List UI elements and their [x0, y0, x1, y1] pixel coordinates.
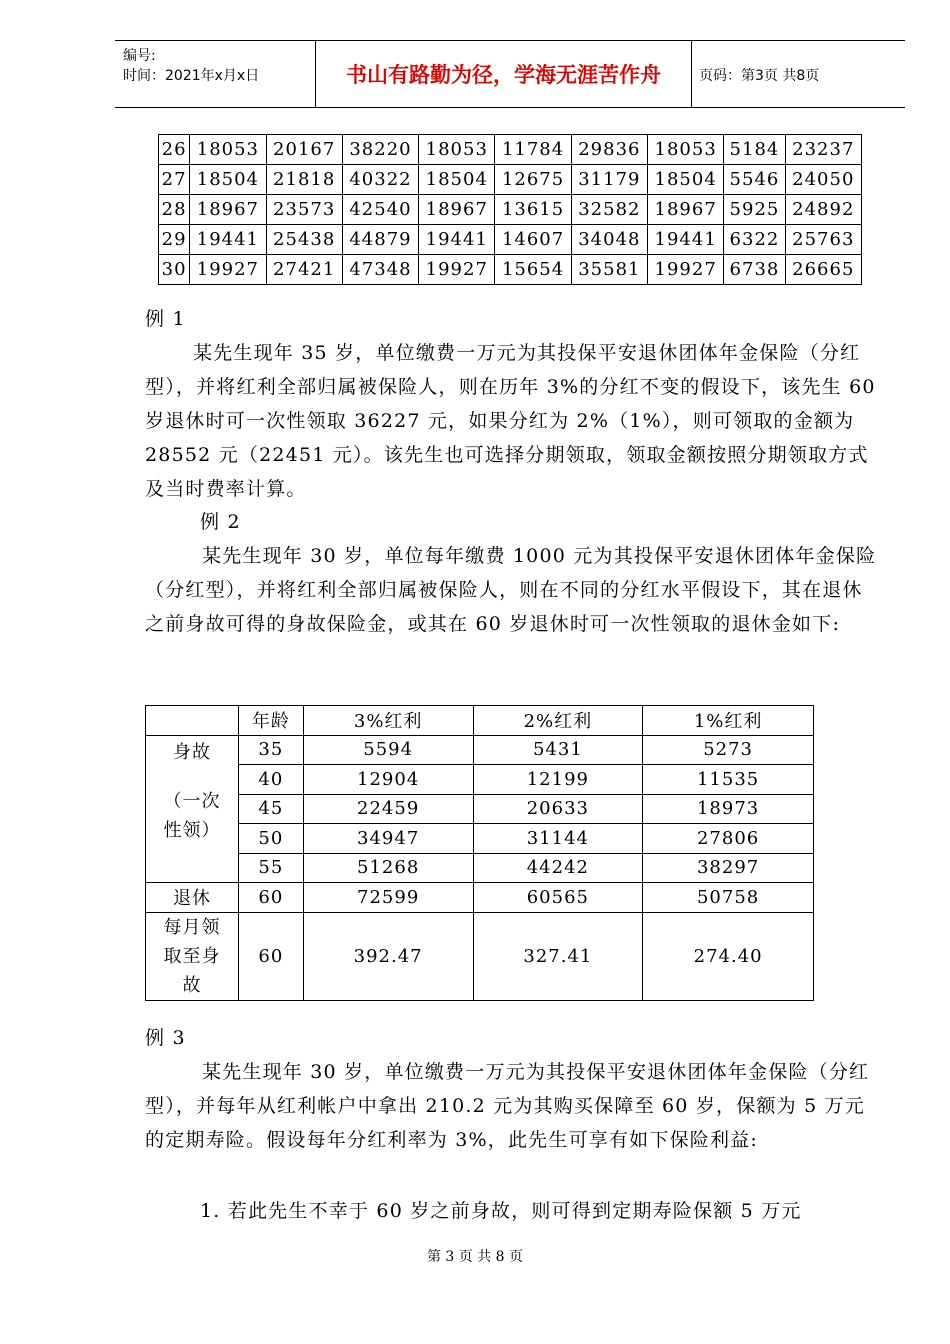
header-cell: 1%红利: [643, 706, 814, 736]
cell: 5273: [643, 735, 814, 765]
header-page-info: 页码：第3页 共8页: [699, 68, 820, 84]
death-label-cell: [146, 735, 239, 883]
cell: 11784: [495, 135, 571, 165]
page-footer: 第 3 页 共 8 页: [426, 1249, 524, 1265]
cell: 19441: [648, 225, 724, 255]
cell: 5546: [724, 165, 785, 195]
time-label: 时间：2021年x月x日: [123, 68, 260, 84]
cell: 31144: [473, 824, 643, 854]
table-row: [146, 735, 814, 765]
table-row: [146, 853, 814, 883]
cell: 26: [159, 135, 190, 165]
cell: 21818: [266, 165, 342, 195]
cell: 27: [159, 165, 190, 195]
cell: 50758: [643, 883, 814, 913]
cell: 5184: [724, 135, 785, 165]
table-row: [159, 255, 862, 285]
cell: 25763: [785, 225, 861, 255]
cell: 14607: [495, 225, 571, 255]
page-header: [115, 40, 905, 108]
cell: 29: [159, 225, 190, 255]
table-row: [159, 195, 862, 225]
cell: 40322: [342, 165, 418, 195]
table-row: [146, 912, 814, 1000]
cell: 22459: [303, 794, 473, 824]
cell: 5925: [724, 195, 785, 225]
table-row: [159, 135, 862, 165]
cell: 47348: [342, 255, 418, 285]
cell: 18053: [190, 135, 266, 165]
cell: 60: [238, 883, 303, 913]
example-3-text: 某先生现年 30 岁，单位缴费一万元为其投保平安退休团体年金保险（分红型），并每年从红利帐户中拿出 210.2 元为其购买保障至 60 岁，保额为 5 万元的定期寿险。假设每年分红利率为 3%，此先生可享有如下保险利益:: [145, 1061, 870, 1151]
cell: 13615: [495, 195, 571, 225]
cell: 44242: [473, 853, 643, 883]
cell: 72599: [303, 883, 473, 913]
cell: 27421: [266, 255, 342, 285]
table-header-row: [146, 706, 814, 736]
cell: 18967: [190, 195, 266, 225]
cell: 25438: [266, 225, 342, 255]
cell: 44879: [342, 225, 418, 255]
cell: 24892: [785, 195, 861, 225]
cell: 18504: [190, 165, 266, 195]
header-motto: 书山有路勤为径，学海无涯苦作舟: [315, 41, 692, 107]
table-row: [146, 883, 814, 913]
example-3-title: 例 3: [145, 1027, 186, 1049]
cell: 6322: [724, 225, 785, 255]
cell: 35581: [571, 255, 647, 285]
cell: 40: [238, 765, 303, 795]
cell: 60: [238, 912, 303, 1000]
cell: 23237: [785, 135, 861, 165]
death-sub-label: （一次性领）: [163, 790, 221, 841]
header-cell: 年龄: [238, 706, 303, 736]
cell: 20167: [266, 135, 342, 165]
number-label: 编号:: [123, 48, 156, 64]
cell: 35: [238, 735, 303, 765]
cell: 18053: [648, 135, 724, 165]
cell: 274.40: [643, 912, 814, 1000]
cell: 15654: [495, 255, 571, 285]
table-row: [146, 794, 814, 824]
cell: 29836: [571, 135, 647, 165]
cell: 60565: [473, 883, 643, 913]
death-label: 身故: [172, 741, 211, 763]
cell: 12199: [473, 765, 643, 795]
cell: 31179: [571, 165, 647, 195]
table-2: [145, 705, 814, 1001]
table-row: [146, 824, 814, 854]
cell: 退休: [146, 883, 239, 913]
cell: 19441: [190, 225, 266, 255]
cell: 18967: [648, 195, 724, 225]
cell: 12904: [303, 765, 473, 795]
cell: 5594: [303, 735, 473, 765]
cell: 5431: [473, 735, 643, 765]
example-1-title: 例 1: [145, 308, 186, 330]
table-row: [159, 165, 862, 195]
cell: 34947: [303, 824, 473, 854]
cell: 19927: [190, 255, 266, 285]
cell: 18053: [419, 135, 495, 165]
cell: 392.47: [303, 912, 473, 1000]
cell: 18504: [648, 165, 724, 195]
cell: 24050: [785, 165, 861, 195]
example-3-item-1: 1. 若此先生不幸于 60 岁之前身故，则可得到定期寿险保额 5 万元: [200, 1200, 802, 1222]
header-cell: [146, 706, 239, 736]
header-cell: 2%红利: [473, 706, 643, 736]
cell: 27806: [643, 824, 814, 854]
cell: 19927: [648, 255, 724, 285]
cell: 26665: [785, 255, 861, 285]
table-row: [146, 765, 814, 795]
cell: 30: [159, 255, 190, 285]
cell: 38220: [342, 135, 418, 165]
cell: 19441: [419, 225, 495, 255]
cell: 12675: [495, 165, 571, 195]
table-1: [158, 134, 862, 285]
cell: 42540: [342, 195, 418, 225]
cell: 45: [238, 794, 303, 824]
example-2-title: 例 2: [200, 511, 241, 533]
cell: 50: [238, 824, 303, 854]
cell: 38297: [643, 853, 814, 883]
cell: 18504: [419, 165, 495, 195]
cell: 6738: [724, 255, 785, 285]
header-meta: [115, 41, 315, 107]
cell: 28: [159, 195, 190, 225]
cell: 11535: [643, 765, 814, 795]
cell: 32582: [571, 195, 647, 225]
cell: 34048: [571, 225, 647, 255]
cell: 18973: [643, 794, 814, 824]
cell: 23573: [266, 195, 342, 225]
cell: 19927: [419, 255, 495, 285]
cell: 18967: [419, 195, 495, 225]
cell: 55: [238, 853, 303, 883]
cell: 20633: [473, 794, 643, 824]
cell: 51268: [303, 853, 473, 883]
header-cell: 3%红利: [303, 706, 473, 736]
example-1-text: 某先生现年 35 岁，单位缴费一万元为其投保平安退休团体年金保险（分红型），并将红利全部归属被保险人，则在历年 3%的分红不变的假设下，该先生 60 岁退休时可一次性领取 36227 元，如果分红为 2%（1%），则可领取的金额为 28552 元（22451 元）。该先生也可选择分期领取，领取金额按照分期领取方式及当时费率计算。: [145, 342, 876, 500]
example-2-text: 某先生现年 30 岁，单位每年缴费 1000 元为其投保平安退休团体年金保险（分红型），并将红利全部归属被保险人，则在不同的分红水平假设下，其在退休之前身故可得的身故保险金，或其在 60 岁退休时可一次性领取的退休金如下:: [145, 545, 877, 635]
table-row: [159, 225, 862, 255]
cell: 327.41: [473, 912, 643, 1000]
cell: 每月领取至身故: [146, 912, 239, 1000]
